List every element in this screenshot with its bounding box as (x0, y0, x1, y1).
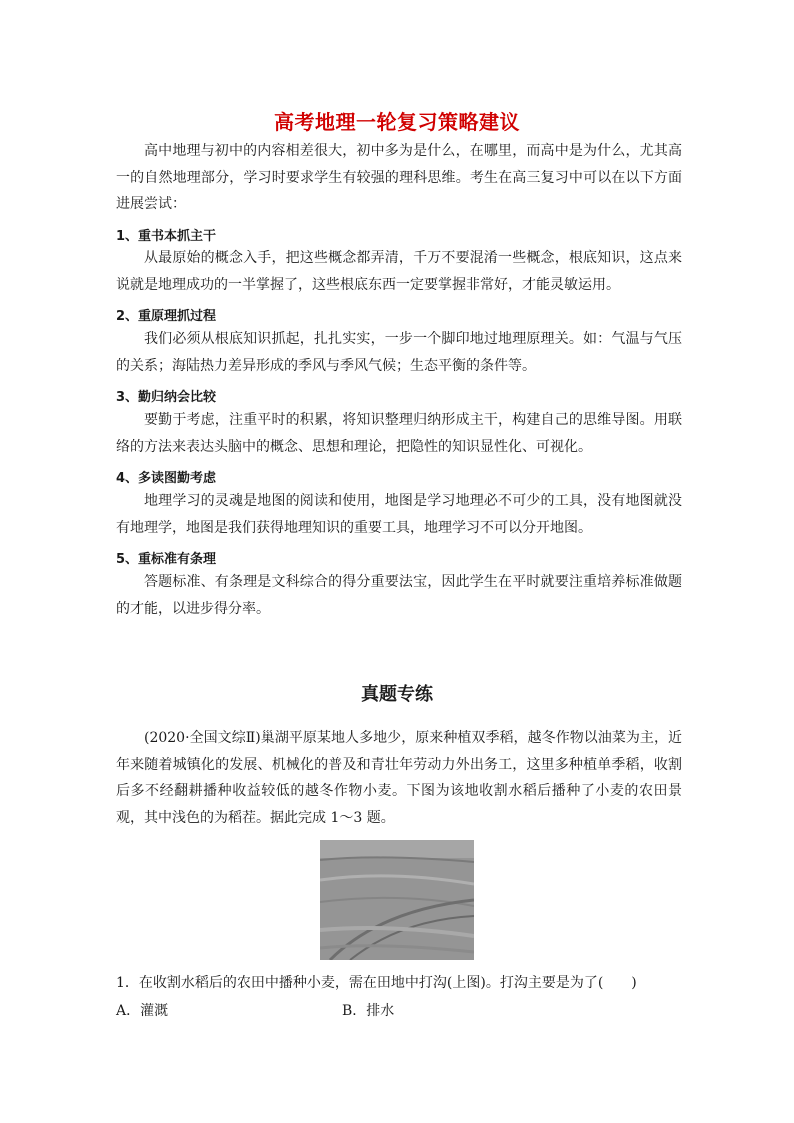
section-heading-1: 1、重书本抓主干 (116, 229, 217, 244)
intro-paragraph: 高中地理与初中的内容相差很大，初中多为是什么，在哪里，而高中是为什么，尤其高一的自然地理部分，学习时要求学生有较强的理科思维。考生在高三复习中可以在以下方面进展尝试： (116, 143, 682, 212)
section-body-1: 从最原始的概念入手，把这些概念都弄清，千万不要混淆一些概念，根底知识，这点来说就是地理成功的一半掌握了，这些根底东西一定要掌握非常好，才能灵敏运用。 (116, 250, 682, 293)
question-1: 1．在收割水稻后的农田中播种小麦，需在田地中打沟(上图)。打沟主要是为了( ) (116, 975, 637, 991)
section-body-4: 地理学习的灵魂是地图的阅读和使用，地图是学习地理必不可少的工具，没有地图就没有地理学，地图是我们获得地理知识的重要工具，地理学习不可以分开地图。 (116, 493, 682, 536)
section-heading-3: 3、勤归纳会比较 (116, 390, 217, 405)
document-title: 高考地理一轮复习策略建议 (274, 110, 520, 134)
field-photo (320, 840, 474, 960)
section-body-3: 要勤于考虑，注重平时的积累，将知识整理归纳形成主干，构建自己的思维导图。用联络的方法来表达头脑中的概念、思想和理论，把隐性的知识显性化、可视化。 (116, 412, 682, 455)
section-body-2: 我们必须从根底知识抓起，扎扎实实，一步一个脚印地过地理原理关。如：气温与气压的关系；海陆热力差异形成的季风与季风气候；生态平衡的条件等。 (116, 331, 682, 374)
section-heading-5: 5、重标准有条理 (116, 552, 217, 567)
option-b: B．排水 (342, 1003, 395, 1019)
section-heading-2: 2、重原理抓过程 (116, 309, 217, 324)
section-body-5: 答题标准、有条理是文科综合的得分重要法宝，因此学生在平时就要注重培养标准做题的才能，以进步得分率。 (116, 574, 682, 617)
section-heading-4: 4、多读图勤考虑 (116, 471, 217, 486)
rice-stubble-field-image (320, 840, 474, 960)
practice-passage: (2020·全国文综Ⅱ)巢湖平原某地人多地少，原来种植双季稻，越冬作物以油菜为主，近年来随着城镇化的发展、机械化的普及和青壮年劳动力外出务工，这里多种植单季稻，收割后多不经翻耕播种收益较低的越冬作物小麦。下图为该地收割水稻后播种了小麦的农田景观，其中浅色的为稻茬。据此完成 1～3 题。 (116, 730, 682, 826)
option-a: A．灌溉 (116, 1003, 169, 1019)
practice-title: 真题专练 (361, 684, 433, 705)
